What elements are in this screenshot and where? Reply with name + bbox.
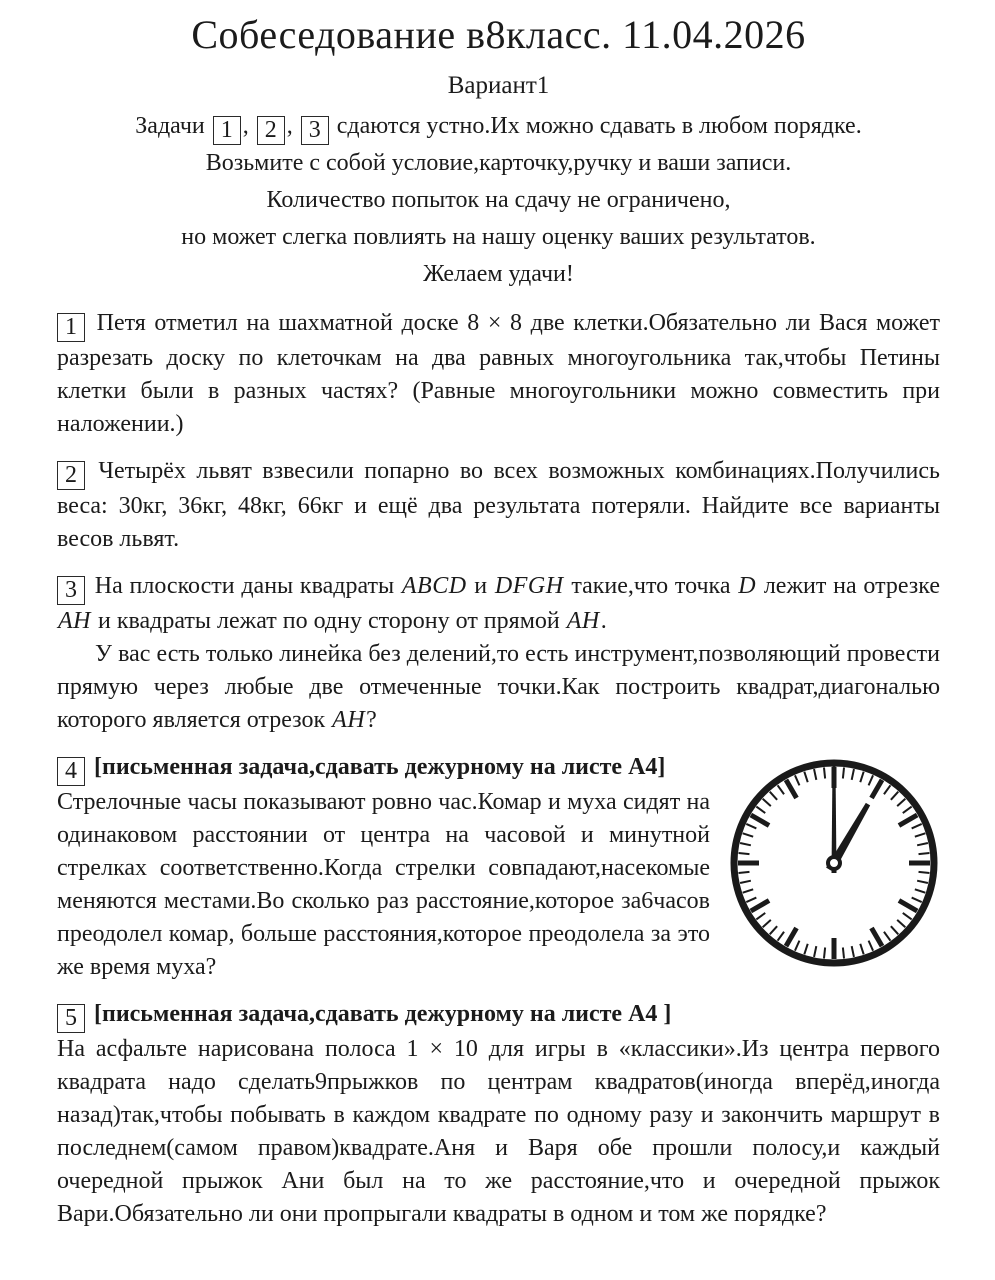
problem-2	[57, 455, 940, 556]
problem-number-box: 3	[301, 116, 329, 145]
problem-1	[57, 307, 940, 441]
problem-number-box: 3	[57, 576, 85, 605]
math-text: DFGH	[494, 573, 564, 599]
page-title: Собеседование в8класс. 11.04.2026	[191, 12, 806, 57]
problem-number-box: 2	[257, 116, 285, 145]
intro-line-2: Возьмите с собой условие,карточку,ручку и ваши записи.	[205, 150, 792, 176]
problem-5	[57, 998, 940, 1231]
intro-line-1: Задачи 1 , 2 , 3 сдаются устно.Их можно сдавать в любом порядке.	[135, 113, 862, 143]
problem-number-box: 5	[57, 1004, 85, 1033]
clock-center-hub	[828, 857, 840, 869]
math-text: AH	[566, 608, 600, 634]
math-text: ABCD	[401, 573, 467, 599]
bold-text: [письменная задача,сдавать дежурному на листе A4 ]	[94, 1001, 672, 1027]
problem-5-header	[57, 998, 940, 1033]
intro-block	[57, 108, 940, 293]
problem-4	[57, 751, 940, 984]
bold-text: [письменная задача,сдавать дежурному на листе A4]	[94, 754, 666, 780]
math-text: AH	[58, 608, 91, 634]
intro-line-5: Желаем удачи!	[423, 261, 574, 287]
clock-illustration	[722, 751, 948, 975]
clock-face-svg	[722, 751, 946, 975]
problem-3-text-2: У вас есть только линейка без делений,то есть инструмент,позволяющий провести прямую через любые две отмеченные точки.Как построить квадрат,диагональю которого является отрезок AH?	[57, 641, 940, 733]
math-text: D	[738, 573, 757, 599]
intro-line-4: но может слегка повлиять на нашу оценку ваших результатов.	[181, 224, 816, 250]
problem-3	[57, 570, 940, 737]
problem-number-box: 2	[57, 461, 85, 490]
problem-number-box: 4	[57, 757, 85, 786]
problem-number-box: 1	[213, 116, 241, 145]
problem-1-text: 1 Петя отметил на шахматной доске 8 × 8 две клетки.Обязательно ли Вася может разрезать доску по клеточкам на два равных многоугольника так,чтобы Петины клетки были в разных частях? (Равные многоугольники можно совместить при наложении.)	[57, 310, 940, 437]
problem-number-box: 1	[57, 313, 85, 342]
problem-5-text: На асфальте нарисована полоса 1 × 10 для игры в «классики».Из центра первого квадрата надо сделать9прыжков по центрам квадратов(иногда вперёд,иногда назад)так,чтобы побывать в каждом квадрате по одному разу и закончить маршрут в последнем(самом правом)квадрате.Аня и Варя обе прошли полосу,и каждый очередной прыжок Ани был на то же расстояние,что и очередной прыжок Вари.Обязательно ли они пропрыгали квадраты в одном и том же порядке?	[57, 1036, 940, 1227]
math-text: AH	[332, 707, 366, 733]
problem-4-text: Стрелочные часы показывают ровно час.Комар и муха сидят на одинаковом расстоянии от центра на часовой и минутной стрелках соответственно.Когда стрелки совпадают,насекомые меняются местами.Во сколько раз расстояние,которое за6часов преодолел комар, больше расстояния,которое преодолела за это же время муха?	[57, 789, 710, 980]
problem-3-text-1: 3 На плоскости даны квадраты ABCD и DFGH такие,что точка D лежит на отрезке AH и квадраты лежат по одну сторону от прямой AH.	[58, 573, 940, 634]
intro-line-3: Количество попыток на сдачу не ограничено,	[266, 187, 731, 213]
variant-label: Вариант1	[447, 72, 550, 99]
problem-2-text: 2 Четырёх львят взвесили попарно во всех возможных комбинациях.Получились веса: 30кг, 36кг, 48кг, 66кг и ещё два результата потеряли. Найдите все варианты весов львят.	[57, 458, 940, 552]
